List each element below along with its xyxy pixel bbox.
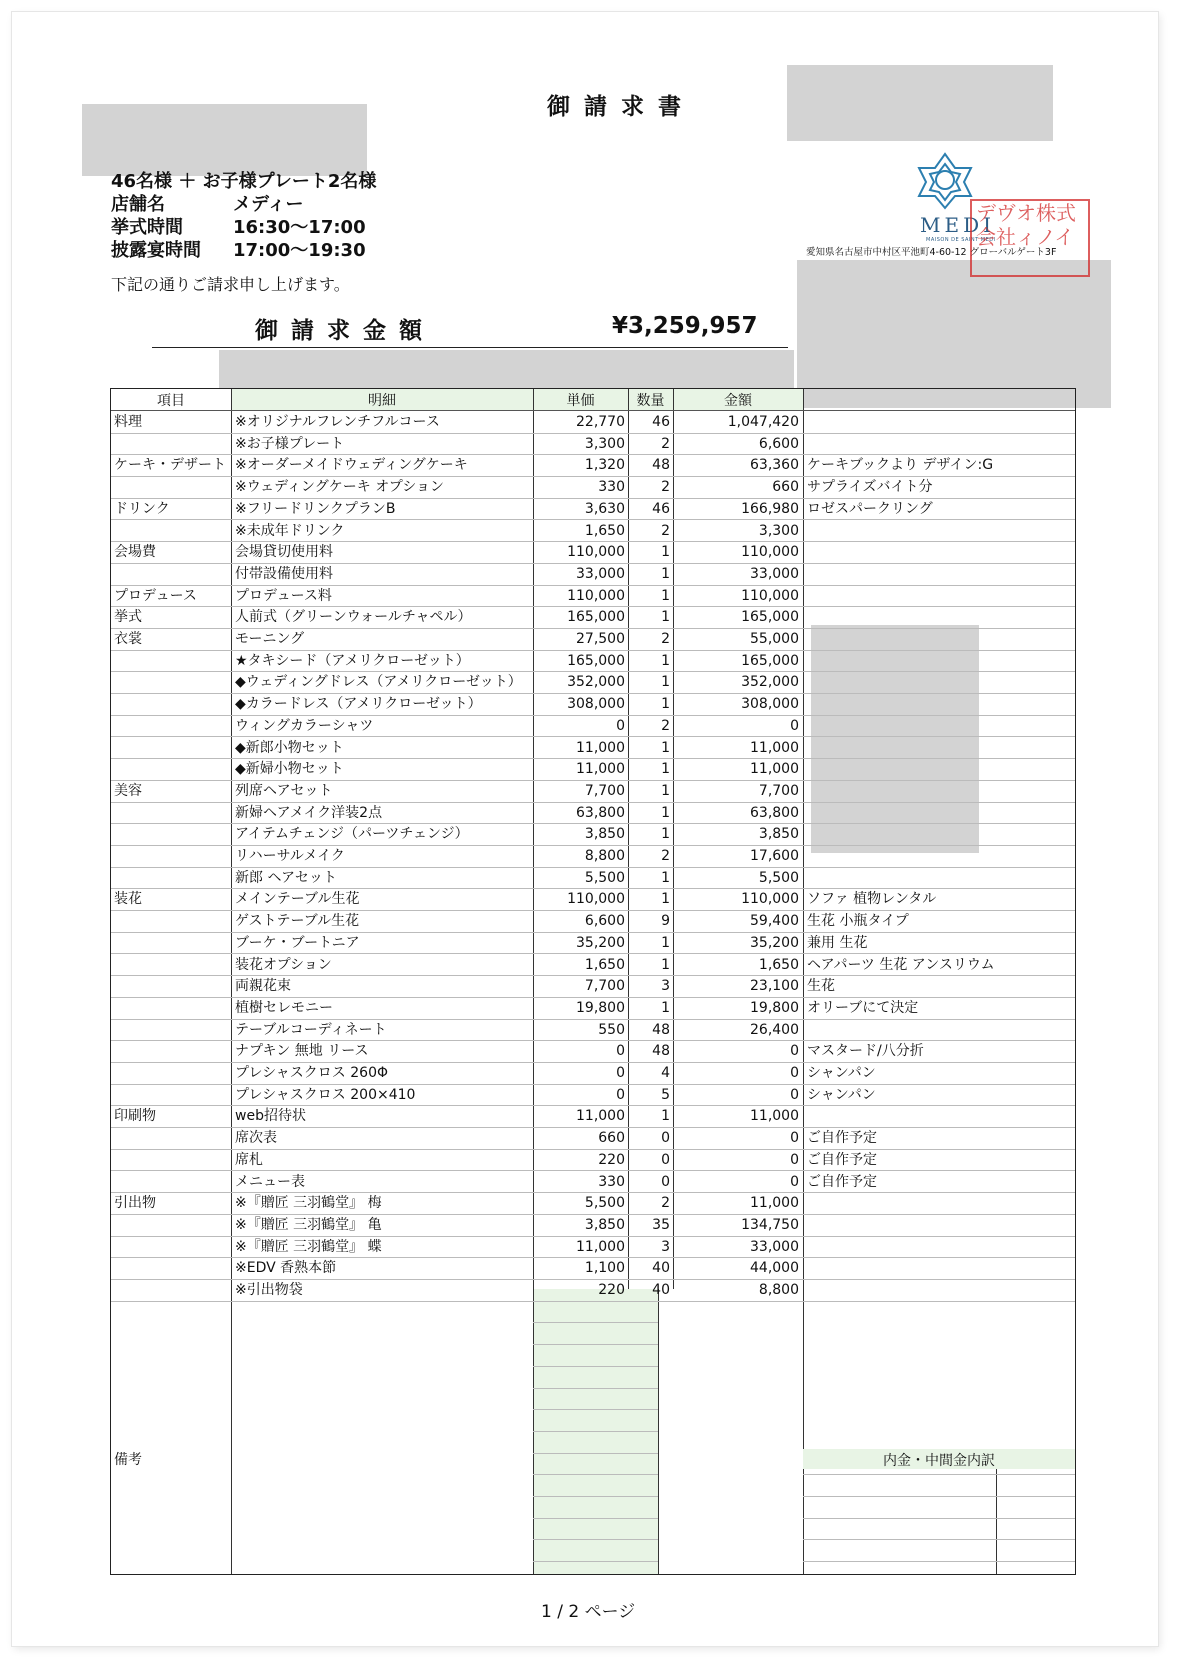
amount-cell: 0	[790, 1065, 799, 1081]
amount-cell: 3,850	[758, 826, 799, 843]
item-cell: モーニング	[235, 631, 305, 647]
price-cell: 33,000	[576, 565, 625, 582]
price-cell: 27,500	[576, 631, 625, 647]
brand-subtitle: MAISON DE SAINT MEDI	[926, 237, 996, 243]
amount-cell: 33,000	[750, 565, 799, 582]
header-value: メディー	[233, 194, 304, 215]
table-row	[111, 1214, 1075, 1237]
price-cell: 19,800	[576, 999, 625, 1016]
item-cell: ◆カラードレス（アメリクローゼット）	[235, 696, 482, 713]
redacted-customer-name	[82, 104, 367, 176]
guest-count: 46名様 ＋ お子様プレート2名様	[111, 171, 377, 192]
header-label: 披露宴時間	[111, 240, 201, 261]
price-cell: 0	[616, 717, 625, 734]
table-row	[111, 1149, 1075, 1172]
ruled-line	[533, 1344, 658, 1345]
table-row	[111, 823, 1075, 846]
qty-cell: 1	[661, 674, 670, 691]
item-cell: ゲストテーブル生花	[235, 913, 360, 930]
amount-cell: 6,600	[758, 435, 799, 452]
qty-cell: 35	[652, 1216, 670, 1233]
price-cell: 35,200	[576, 934, 625, 951]
header-amount: 金額	[724, 393, 752, 409]
amount-cell: 7,700	[758, 782, 799, 799]
item-cell: ナプキン 無地 リース	[235, 1043, 369, 1060]
table-row	[111, 780, 1075, 803]
item-cell: プレシャスクロス 200×410	[235, 1086, 416, 1103]
price-cell: 11,000	[576, 1238, 625, 1255]
qty-cell: 48	[652, 1021, 670, 1038]
category-cell: ケーキ・デザート	[114, 457, 226, 474]
qty-cell: 1	[661, 609, 670, 626]
item-cell: 列席ヘアセット	[235, 782, 333, 799]
qty-cell: 1	[661, 804, 670, 821]
table-row	[111, 1105, 1075, 1128]
qty-cell: 2	[661, 522, 670, 539]
item-cell: テーブルコーディネート	[235, 1021, 387, 1038]
header-value: 17:00〜19:30	[233, 240, 366, 261]
item-cell: 新婦ヘアメイク洋装2点	[235, 804, 383, 821]
qty-cell: 1	[661, 869, 670, 886]
header-qty: 数量	[636, 393, 665, 409]
amount-cell: 59,400	[750, 913, 799, 930]
ruled-line	[803, 1539, 1075, 1540]
price-cell: 110,000	[567, 891, 625, 908]
note-cell: ロゼスパークリング	[807, 500, 933, 517]
price-cell: 165,000	[567, 609, 625, 626]
ruled-line	[533, 1561, 658, 1562]
item-cell: プレシャスクロス 260Φ	[235, 1065, 389, 1081]
table-header	[111, 389, 1075, 411]
qty-cell: 3	[661, 1238, 670, 1255]
amount-cell: 23,100	[750, 978, 799, 995]
amount-cell: 17,600	[750, 848, 799, 864]
category-cell: プロデュース	[114, 587, 197, 604]
ruled-line	[533, 1388, 658, 1389]
qty-cell: 1	[661, 826, 670, 843]
note-cell: ケーキブックより デザイン:G	[807, 457, 994, 474]
amount-cell: 11,000	[750, 1108, 799, 1125]
qty-cell: 1	[661, 587, 670, 604]
qty-cell: 1	[661, 761, 670, 778]
ruled-line	[533, 1518, 658, 1519]
price-cell: 11,000	[576, 761, 625, 778]
amount-cell: 11,000	[750, 739, 799, 756]
item-cell: 装花オプション	[235, 956, 332, 973]
item-cell: ※お子様プレート	[235, 435, 345, 452]
redacted-payment-info	[219, 350, 794, 393]
price-cell: 330	[598, 1173, 625, 1190]
ruled-line	[533, 1431, 658, 1432]
amount-cell: 165,000	[741, 609, 799, 626]
item-cell: ※フリードリンクプランB	[235, 500, 396, 517]
qty-cell: 1	[661, 999, 670, 1016]
table-row	[111, 1192, 1075, 1215]
qty-cell: 1	[661, 739, 670, 756]
note-cell: シャンパン	[807, 1086, 876, 1103]
table-row	[111, 693, 1075, 716]
amount-cell: 308,000	[741, 696, 799, 713]
amount-cell: 166,980	[741, 500, 799, 517]
deposit-breakdown-label: 内金・中間金内訳	[803, 1449, 1075, 1469]
table-row	[111, 1279, 1075, 1302]
amount-cell: 26,400	[750, 1021, 799, 1038]
table-row	[111, 1236, 1075, 1259]
price-cell: 0	[616, 1043, 625, 1060]
note-cell: ソファ 植物レンタル	[807, 891, 937, 908]
note-cell: 生花 小瓶タイプ	[807, 913, 909, 930]
remarks-label: 備考	[114, 1452, 142, 1468]
ruled-line	[533, 1496, 658, 1497]
amount-cell: 63,360	[750, 457, 799, 474]
col-divider	[658, 1289, 659, 1574]
item-cell: プロデュース料	[235, 587, 332, 604]
redacted-invoice-number	[787, 65, 1053, 141]
item-cell: ◆新郎小物セット	[235, 739, 344, 756]
table-row	[111, 563, 1075, 586]
amount-cell: 0	[790, 1130, 799, 1147]
amount-cell: 5,500	[758, 869, 799, 886]
table-row	[111, 1171, 1075, 1194]
table-row	[111, 737, 1075, 760]
item-cell: 会場貸切使用料	[235, 544, 333, 561]
qty-cell: 1	[661, 696, 670, 713]
table-row	[111, 433, 1075, 456]
header-category: 項目	[157, 393, 185, 409]
price-cell: 110,000	[567, 587, 625, 604]
table-row	[111, 541, 1075, 564]
table-row	[111, 476, 1075, 499]
header-row-store	[111, 193, 304, 216]
amount-cell: 55,000	[750, 631, 799, 647]
item-cell: ※オリジナルフレンチフルコース	[235, 414, 440, 430]
price-cell: 3,300	[584, 435, 625, 452]
amount-cell: 110,000	[741, 587, 799, 604]
brand-name: MEDI	[920, 213, 996, 237]
ruled-line	[803, 1518, 1075, 1519]
price-cell: 660	[598, 1130, 625, 1147]
price-cell: 11,000	[576, 739, 625, 756]
item-cell: ブーケ・ブートニア	[235, 934, 360, 951]
amount-cell: 63,800	[750, 804, 799, 821]
item-cell: ウィングカラーシャツ	[235, 717, 374, 734]
table-row	[111, 411, 1075, 434]
ruled-line	[533, 1453, 658, 1454]
amount-cell: 33,000	[750, 1238, 799, 1255]
item-cell: ◆新婦小物セット	[235, 761, 344, 778]
qty-cell: 0	[661, 1130, 670, 1147]
qty-cell: 1	[661, 652, 670, 669]
price-cell: 220	[598, 1151, 625, 1168]
qty-cell: 9	[661, 913, 670, 930]
qty-cell: 1	[661, 1108, 670, 1125]
qty-cell: 1	[661, 956, 670, 973]
price-cell: 165,000	[567, 652, 625, 669]
table-row	[111, 867, 1075, 890]
price-cell: 352,000	[567, 674, 625, 691]
qty-cell: 1	[661, 544, 670, 561]
amount-cell: 0	[790, 1086, 799, 1103]
category-cell: 衣裳	[114, 631, 142, 647]
redacted-company-details	[797, 260, 1111, 408]
ruled-line	[533, 1322, 658, 1323]
price-cell: 7,700	[584, 782, 625, 799]
amount-cell: 1,650	[758, 956, 799, 973]
price-cell: 3,850	[584, 826, 625, 843]
note-cell: ご自作予定	[807, 1173, 877, 1190]
table-row	[111, 650, 1075, 673]
table-row	[111, 802, 1075, 825]
qty-cell: 40	[652, 1260, 670, 1277]
ruled-line	[803, 1561, 1075, 1562]
amount-cell: 11,000	[750, 761, 799, 778]
qty-cell: 48	[652, 1043, 670, 1060]
item-cell: ※未成年ドリンク	[235, 522, 345, 539]
price-cell: 11,000	[576, 1108, 625, 1125]
ruled-line	[533, 1474, 658, 1475]
amount-cell: 0	[790, 717, 799, 734]
table-row	[111, 628, 1075, 651]
amount-cell: 35,200	[750, 934, 799, 951]
table-row	[111, 1040, 1075, 1063]
document-title: 御請求書	[547, 94, 695, 120]
header-item: 明細	[368, 393, 396, 409]
page-number: 1 / 2 ページ	[541, 1602, 636, 1622]
item-cell: ※ウェディングケーキ オプション	[235, 479, 444, 496]
table-row	[111, 520, 1075, 543]
qty-cell: 2	[661, 1195, 670, 1212]
item-cell: ※『贈匠 三羽鶴堂』 蝶	[235, 1238, 382, 1255]
item-cell: 席次表	[235, 1130, 277, 1147]
col-divider	[996, 1469, 997, 1574]
price-cell: 22,770	[576, 414, 625, 430]
note-cell: 兼用 生花	[807, 934, 868, 951]
ruled-line	[533, 1539, 658, 1540]
qty-cell: 2	[661, 848, 670, 864]
amount-cell: 134,750	[741, 1216, 799, 1233]
table-row	[111, 454, 1075, 477]
note-cell: シャンパン	[807, 1065, 876, 1081]
amount-underline	[152, 347, 788, 348]
amount-cell: 660	[772, 479, 799, 496]
price-cell: 0	[616, 1086, 625, 1103]
price-cell: 5,500	[584, 869, 625, 886]
note-cell: ヘアパーツ 生花 アンスリウム	[807, 956, 995, 973]
ruled-line	[803, 1496, 1075, 1497]
item-cell: 新郎 ヘアセット	[235, 869, 337, 886]
price-cell: 1,320	[584, 457, 625, 474]
qty-cell: 46	[652, 414, 670, 430]
price-cell: 1,100	[584, 1260, 625, 1277]
greeting-text: 下記の通りご請求申し上げます。	[111, 275, 350, 294]
table-row	[111, 1019, 1075, 1042]
header-price: 単価	[566, 393, 595, 409]
qty-cell: 0	[661, 1151, 670, 1168]
item-cell: メインテーブル生花	[235, 891, 360, 908]
qty-cell: 2	[661, 631, 670, 647]
qty-cell: 1	[661, 565, 670, 582]
price-cell: 0	[616, 1065, 625, 1081]
invoice-table	[110, 388, 1076, 1575]
table-row	[111, 1127, 1075, 1150]
qty-cell: 1	[661, 934, 670, 951]
amount-cell: 110,000	[741, 891, 799, 908]
item-cell: ◆ウェディングドレス（アメリクローゼット）	[235, 674, 522, 691]
table-row	[111, 715, 1075, 738]
table-row	[111, 1257, 1075, 1280]
qty-cell: 4	[661, 1065, 670, 1081]
note-cell: オリーブにて決定	[807, 999, 919, 1016]
qty-cell: 48	[652, 457, 670, 474]
price-cell: 3,850	[584, 1216, 625, 1233]
qty-cell: 2	[661, 479, 670, 496]
category-cell: 装花	[114, 891, 142, 908]
company-seal: デヴオ株式会社ィノイ	[970, 199, 1090, 277]
price-cell: 7,700	[584, 978, 625, 995]
item-cell: 人前式（グリーンウォールチャペル）	[235, 609, 472, 626]
ruled-line	[533, 1409, 658, 1410]
amount-cell: 11,000	[750, 1195, 799, 1212]
item-cell: 付帯設備使用料	[235, 565, 333, 582]
item-cell: 植樹セレモニー	[235, 999, 333, 1016]
note-cell: ご自作予定	[807, 1130, 877, 1147]
amount-cell: 110,000	[741, 544, 799, 561]
category-cell: ドリンク	[114, 500, 170, 517]
item-cell: ★タキシード（アメリクローゼット）	[235, 652, 470, 669]
qty-cell: 1	[661, 782, 670, 799]
qty-cell: 2	[661, 435, 670, 452]
category-cell: 引出物	[114, 1195, 156, 1212]
medi-logo-icon	[912, 150, 978, 210]
amount-cell: 8,800	[758, 1282, 799, 1298]
price-cell: 550	[598, 1021, 625, 1038]
category-cell: 印刷物	[114, 1108, 156, 1125]
item-cell: リハーサルメイク	[235, 848, 345, 864]
price-cell: 6,600	[584, 913, 625, 930]
company-address: 愛知県名古屋市中村区平池町4-60-12 グローバルゲート3F	[806, 247, 1057, 258]
header-label: 挙式時間	[111, 217, 183, 238]
qty-cell: 46	[652, 500, 670, 517]
amount-label: 御請求金額	[255, 318, 435, 344]
header-label: 店舗名	[111, 194, 165, 215]
amount-cell: 3,300	[758, 522, 799, 539]
table-row	[111, 997, 1075, 1020]
invoice-sheet	[12, 12, 1158, 1646]
table-row	[111, 954, 1075, 977]
note-cell: マスタード/八分折	[807, 1043, 924, 1060]
table-row	[111, 888, 1075, 911]
item-cell: ※引出物袋	[235, 1282, 303, 1298]
category-cell: 挙式	[114, 609, 142, 626]
qty-cell: 40	[652, 1282, 670, 1298]
item-cell: web招待状	[235, 1108, 306, 1125]
item-cell: 両親花束	[235, 978, 291, 995]
category-cell: 会場費	[114, 544, 156, 561]
price-cell: 1,650	[584, 956, 625, 973]
amount-cell: 165,000	[741, 652, 799, 669]
amount-cell: 44,000	[750, 1260, 799, 1277]
qty-cell: 1	[661, 891, 670, 908]
table-row	[111, 498, 1075, 521]
ruled-line	[803, 1474, 1075, 1475]
price-cell: 220	[598, 1282, 625, 1298]
item-cell: ※EDV 香熟本節	[235, 1260, 337, 1277]
table-row	[111, 910, 1075, 933]
qty-cell: 5	[661, 1086, 670, 1103]
table-row	[111, 932, 1075, 955]
item-cell: ※『贈匠 三羽鶴堂』 梅	[235, 1195, 382, 1212]
price-cell: 3,630	[584, 500, 625, 517]
price-cell: 330	[598, 479, 625, 496]
amount-cell: 1,047,420	[727, 414, 799, 430]
amount-value: ¥3,259,957	[612, 313, 758, 339]
item-cell: メニュー表	[235, 1173, 305, 1190]
price-cell: 63,800	[576, 804, 625, 821]
header-row-reception-time	[111, 239, 366, 262]
table-row	[111, 1062, 1075, 1085]
ruled-line	[533, 1366, 658, 1367]
price-cell: 1,650	[584, 522, 625, 539]
qty-cell: 0	[661, 1173, 670, 1190]
qty-cell: 2	[661, 717, 670, 734]
price-cell: 5,500	[584, 1195, 625, 1212]
price-cell: 8,800	[584, 848, 625, 864]
header-row-ceremony-time	[111, 216, 366, 239]
table-row	[111, 585, 1075, 608]
item-cell: 席札	[235, 1151, 263, 1168]
note-cell: ご自作予定	[807, 1151, 877, 1168]
note-cell: サプライズバイト分	[807, 479, 933, 496]
note-cell: 生花	[807, 978, 835, 995]
item-cell: ※オーダーメイドウェディングケーキ	[235, 457, 468, 474]
price-cell: 110,000	[567, 544, 625, 561]
table-row	[111, 1084, 1075, 1107]
item-cell: アイテムチェンジ（パーツチェンジ）	[235, 826, 469, 843]
amount-cell: 0	[790, 1151, 799, 1168]
table-row	[111, 845, 1075, 868]
item-cell: ※『贈匠 三羽鶴堂』 亀	[235, 1216, 382, 1233]
table-row	[111, 671, 1075, 694]
table-row	[111, 758, 1075, 781]
category-cell: 美容	[114, 782, 142, 799]
category-cell: 料理	[114, 414, 142, 430]
qty-cell: 3	[661, 978, 670, 995]
header-value: 16:30〜17:00	[233, 217, 366, 238]
amount-cell: 19,800	[750, 999, 799, 1016]
amount-cell: 352,000	[741, 674, 799, 691]
price-cell: 308,000	[567, 696, 625, 713]
amount-cell: 0	[790, 1173, 799, 1190]
table-row	[111, 975, 1075, 998]
table-row	[111, 606, 1075, 629]
amount-cell: 0	[790, 1043, 799, 1060]
